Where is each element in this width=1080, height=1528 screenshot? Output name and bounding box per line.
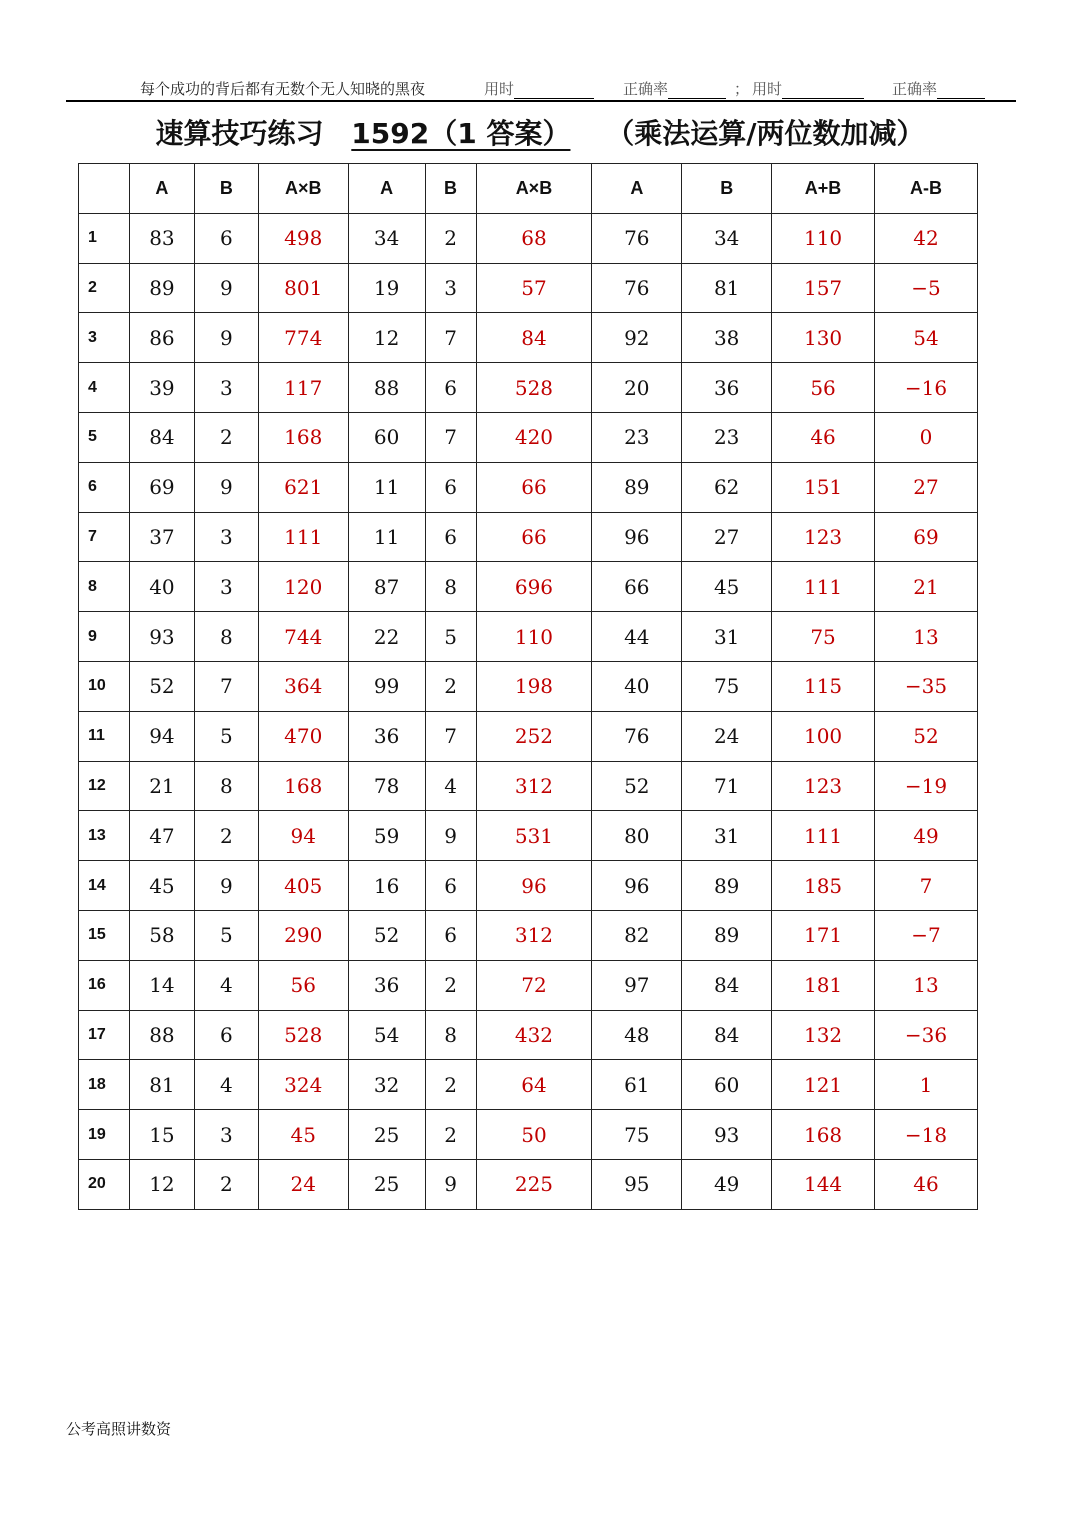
answer-cell: 111	[258, 512, 348, 562]
operand-cell: 37	[129, 512, 194, 562]
operand-cell: 47	[129, 811, 194, 861]
answer-cell: 168	[258, 761, 348, 811]
operand-cell: 52	[129, 661, 194, 711]
row-number: 11	[79, 711, 130, 761]
accuracy-label-2: 正确率	[892, 80, 938, 98]
answer-cell: 45	[258, 1110, 348, 1160]
answer-cell: 198	[476, 661, 592, 711]
operand-cell: 34	[348, 213, 425, 263]
column-header: A	[129, 164, 194, 214]
operand-cell: 36	[348, 711, 425, 761]
answer-cell: 66	[476, 512, 592, 562]
answer-cell: −5	[875, 263, 978, 313]
operand-cell: 71	[682, 761, 772, 811]
table-row	[79, 213, 978, 263]
operand-cell: 93	[682, 1110, 772, 1160]
answer-cell: 774	[258, 313, 348, 363]
answer-cell: 49	[875, 811, 978, 861]
answer-cell: −7	[875, 910, 978, 960]
answer-cell: 157	[772, 263, 875, 313]
operand-cell: 78	[348, 761, 425, 811]
operand-cell: 2	[194, 1159, 258, 1209]
column-header: A-B	[875, 164, 978, 214]
operand-cell: 94	[129, 711, 194, 761]
answer-cell: 13	[875, 612, 978, 662]
answer-cell: 151	[772, 462, 875, 512]
operand-cell: 49	[682, 1159, 772, 1209]
operand-cell: 84	[129, 412, 194, 462]
row-number: 14	[79, 861, 130, 911]
answer-cell: 168	[772, 1110, 875, 1160]
operand-cell: 99	[348, 661, 425, 711]
answer-cell: 96	[476, 861, 592, 911]
operand-cell: 8	[194, 612, 258, 662]
operand-cell: 95	[592, 1159, 682, 1209]
row-number: 5	[79, 412, 130, 462]
answer-cell: 324	[258, 1060, 348, 1110]
operand-cell: 76	[592, 263, 682, 313]
operand-cell: 83	[129, 213, 194, 263]
answer-cell: 531	[476, 811, 592, 861]
operand-cell: 9	[194, 263, 258, 313]
time-label-1: 用时	[484, 80, 515, 98]
answer-cell: 66	[476, 462, 592, 512]
row-number: 8	[79, 562, 130, 612]
answer-cell: 420	[476, 412, 592, 462]
operand-cell: 97	[592, 960, 682, 1010]
page-header	[66, 74, 1016, 102]
answer-cell: 110	[476, 612, 592, 662]
operand-cell: 9	[425, 811, 476, 861]
column-header: A	[348, 164, 425, 214]
answer-cell: 0	[875, 412, 978, 462]
operand-cell: 4	[194, 960, 258, 1010]
answer-cell: 498	[258, 213, 348, 263]
operand-cell: 5	[194, 711, 258, 761]
answer-cell: 528	[258, 1010, 348, 1060]
operand-cell: 89	[129, 263, 194, 313]
operand-cell: 84	[682, 1010, 772, 1060]
operand-cell: 76	[592, 711, 682, 761]
operand-cell: 21	[129, 761, 194, 811]
operand-cell: 15	[129, 1110, 194, 1160]
answer-cell: 72	[476, 960, 592, 1010]
operand-cell: 7	[425, 711, 476, 761]
table-row	[79, 512, 978, 562]
row-number: 13	[79, 811, 130, 861]
operand-cell: 6	[194, 213, 258, 263]
column-header	[79, 164, 130, 214]
table-row	[79, 960, 978, 1010]
answer-cell: 7	[875, 861, 978, 911]
operand-cell: 31	[682, 612, 772, 662]
time-blank-2[interactable]	[782, 84, 864, 99]
row-number: 19	[79, 1110, 130, 1160]
answer-cell: 168	[258, 412, 348, 462]
operand-cell: 11	[348, 462, 425, 512]
answer-cell: 120	[258, 562, 348, 612]
answer-cell: 94	[258, 811, 348, 861]
operand-cell: 60	[348, 412, 425, 462]
answer-cell: 123	[772, 512, 875, 562]
operand-cell: 12	[129, 1159, 194, 1209]
time-field-2	[752, 78, 864, 99]
operand-cell: 5	[194, 910, 258, 960]
operand-cell: 32	[348, 1060, 425, 1110]
operand-cell: 84	[682, 960, 772, 1010]
operand-cell: 44	[592, 612, 682, 662]
time-label-2: 用时	[752, 80, 783, 98]
operand-cell: 2	[425, 661, 476, 711]
operand-cell: 14	[129, 960, 194, 1010]
time-blank-1[interactable]	[514, 84, 594, 99]
answer-cell: 21	[875, 562, 978, 612]
table-row	[79, 811, 978, 861]
operand-cell: 34	[682, 213, 772, 263]
row-number: 15	[79, 910, 130, 960]
answer-cell: 123	[772, 761, 875, 811]
table-row	[79, 661, 978, 711]
column-header: A×B	[258, 164, 348, 214]
operand-cell: 6	[425, 462, 476, 512]
title-prefix: 速算技巧练习	[155, 117, 324, 150]
separator: ；	[734, 80, 750, 98]
operand-cell: 81	[682, 263, 772, 313]
answer-cell: 744	[258, 612, 348, 662]
title-code: 1592（1 答案）	[351, 117, 571, 150]
operand-cell: 66	[592, 562, 682, 612]
answer-cell: 46	[772, 412, 875, 462]
row-number: 20	[79, 1159, 130, 1209]
answer-cell: 68	[476, 213, 592, 263]
operand-cell: 2	[194, 811, 258, 861]
accuracy-label-1: 正确率	[623, 80, 669, 98]
operand-cell: 75	[592, 1110, 682, 1160]
accuracy-field-2	[892, 78, 985, 99]
operand-cell: 76	[592, 213, 682, 263]
table-row	[79, 1110, 978, 1160]
row-number: 1	[79, 213, 130, 263]
answer-cell: 252	[476, 711, 592, 761]
answer-cell: 84	[476, 313, 592, 363]
row-number: 17	[79, 1010, 130, 1060]
answer-cell: 432	[476, 1010, 592, 1060]
column-header: A×B	[476, 164, 592, 214]
operand-cell: 6	[425, 363, 476, 413]
operand-cell: 2	[425, 960, 476, 1010]
operand-cell: 6	[425, 910, 476, 960]
answer-cell: 130	[772, 313, 875, 363]
answer-cell: 52	[875, 711, 978, 761]
operand-cell: 9	[194, 462, 258, 512]
operand-cell: 25	[348, 1159, 425, 1209]
answer-cell: −36	[875, 1010, 978, 1060]
operand-cell: 4	[194, 1060, 258, 1110]
operand-cell: 59	[348, 811, 425, 861]
answer-cell: 132	[772, 1010, 875, 1060]
answer-cell: 56	[258, 960, 348, 1010]
operand-cell: 48	[592, 1010, 682, 1060]
operand-cell: 89	[682, 910, 772, 960]
answer-cell: −16	[875, 363, 978, 413]
answer-cell: 171	[772, 910, 875, 960]
answer-cell: 801	[258, 263, 348, 313]
answer-cell: 290	[258, 910, 348, 960]
accuracy-blank-1[interactable]	[668, 84, 726, 99]
page-title	[0, 112, 1080, 152]
operand-cell: 87	[348, 562, 425, 612]
answer-cell: 528	[476, 363, 592, 413]
answer-cell: 50	[476, 1110, 592, 1160]
footer-text: 公考高照讲数资	[66, 1420, 172, 1438]
accuracy-blank-2[interactable]	[937, 84, 985, 99]
operand-cell: 81	[129, 1060, 194, 1110]
answer-cell: 364	[258, 661, 348, 711]
operand-cell: 93	[129, 612, 194, 662]
answer-cell: 27	[875, 462, 978, 512]
operand-cell: 75	[682, 661, 772, 711]
operand-cell: 7	[425, 412, 476, 462]
answer-cell: 115	[772, 661, 875, 711]
answer-cell: 69	[875, 512, 978, 562]
time-field-1	[484, 78, 594, 99]
answer-cell: 181	[772, 960, 875, 1010]
operand-cell: 2	[194, 412, 258, 462]
operand-cell: 3	[194, 1110, 258, 1160]
row-number: 12	[79, 761, 130, 811]
table-row	[79, 711, 978, 761]
operand-cell: 2	[425, 1060, 476, 1110]
operand-cell: 7	[425, 313, 476, 363]
column-header: A+B	[772, 164, 875, 214]
operand-cell: 96	[592, 861, 682, 911]
operand-cell: 23	[682, 412, 772, 462]
operand-cell: 88	[348, 363, 425, 413]
operand-cell: 36	[682, 363, 772, 413]
operand-cell: 8	[425, 562, 476, 612]
answer-cell: 621	[258, 462, 348, 512]
operand-cell: 3	[194, 562, 258, 612]
operand-cell: 6	[425, 861, 476, 911]
operand-cell: 52	[592, 761, 682, 811]
table-body	[79, 213, 978, 1209]
answer-cell: 110	[772, 213, 875, 263]
operand-cell: 80	[592, 811, 682, 861]
operand-cell: 7	[194, 661, 258, 711]
operand-cell: 6	[425, 512, 476, 562]
operand-cell: 12	[348, 313, 425, 363]
answer-cell: 117	[258, 363, 348, 413]
answer-cell: 100	[772, 711, 875, 761]
operand-cell: 16	[348, 861, 425, 911]
operand-cell: 11	[348, 512, 425, 562]
operand-cell: 61	[592, 1060, 682, 1110]
operand-cell: 5	[425, 612, 476, 662]
answer-cell: 696	[476, 562, 592, 612]
table-row	[79, 412, 978, 462]
operand-cell: 3	[425, 263, 476, 313]
row-number: 6	[79, 462, 130, 512]
operand-cell: 6	[194, 1010, 258, 1060]
operand-cell: 8	[425, 1010, 476, 1060]
row-number: 18	[79, 1060, 130, 1110]
table-row	[79, 363, 978, 413]
operand-cell: 2	[425, 1110, 476, 1160]
operand-cell: 3	[194, 512, 258, 562]
operand-cell: 45	[129, 861, 194, 911]
answer-cell: 54	[875, 313, 978, 363]
operand-cell: 60	[682, 1060, 772, 1110]
column-header: A	[592, 164, 682, 214]
table-row	[79, 910, 978, 960]
answer-cell: 46	[875, 1159, 978, 1209]
answer-cell: 225	[476, 1159, 592, 1209]
operand-cell: 92	[592, 313, 682, 363]
operand-cell: 3	[194, 363, 258, 413]
operand-cell: 86	[129, 313, 194, 363]
answer-cell: 312	[476, 761, 592, 811]
answer-cell: 56	[772, 363, 875, 413]
table-row	[79, 1060, 978, 1110]
motto: 每个成功的背后都有无数个无人知晓的黑夜	[140, 80, 426, 98]
operand-cell: 24	[682, 711, 772, 761]
operand-cell: 4	[425, 761, 476, 811]
row-number: 2	[79, 263, 130, 313]
table-row	[79, 462, 978, 512]
operand-cell: 45	[682, 562, 772, 612]
table-row	[79, 263, 978, 313]
table-row	[79, 1159, 978, 1209]
row-number: 10	[79, 661, 130, 711]
operand-cell: 9	[194, 861, 258, 911]
answer-cell: 185	[772, 861, 875, 911]
operand-cell: 69	[129, 462, 194, 512]
answer-cell: 405	[258, 861, 348, 911]
operand-cell: 39	[129, 363, 194, 413]
operand-cell: 9	[425, 1159, 476, 1209]
row-number: 9	[79, 612, 130, 662]
operand-cell: 20	[592, 363, 682, 413]
answer-cell: 42	[875, 213, 978, 263]
operand-cell: 40	[592, 661, 682, 711]
operand-cell: 82	[592, 910, 682, 960]
answer-cell: 312	[476, 910, 592, 960]
accuracy-field-1	[623, 78, 726, 99]
answer-cell: −19	[875, 761, 978, 811]
table-row	[79, 562, 978, 612]
operand-cell: 36	[348, 960, 425, 1010]
row-number: 4	[79, 363, 130, 413]
operand-cell: 62	[682, 462, 772, 512]
operand-cell: 96	[592, 512, 682, 562]
answer-cell: 75	[772, 612, 875, 662]
operand-cell: 58	[129, 910, 194, 960]
row-number: 3	[79, 313, 130, 363]
answer-cell: 24	[258, 1159, 348, 1209]
table-row	[79, 313, 978, 363]
column-header: B	[194, 164, 258, 214]
answer-cell: −18	[875, 1110, 978, 1160]
operand-cell: 27	[682, 512, 772, 562]
answer-cell: 1	[875, 1060, 978, 1110]
operand-cell: 38	[682, 313, 772, 363]
answer-cell: 111	[772, 811, 875, 861]
row-number: 7	[79, 512, 130, 562]
operand-cell: 89	[592, 462, 682, 512]
table-row	[79, 612, 978, 662]
table-row	[79, 861, 978, 911]
answer-cell: 64	[476, 1060, 592, 1110]
answer-cell: 13	[875, 960, 978, 1010]
operand-cell: 89	[682, 861, 772, 911]
table-row	[79, 1010, 978, 1060]
operand-cell: 8	[194, 761, 258, 811]
operand-cell: 88	[129, 1010, 194, 1060]
column-header: B	[425, 164, 476, 214]
operand-cell: 23	[592, 412, 682, 462]
answer-cell: 144	[772, 1159, 875, 1209]
column-header: B	[682, 164, 772, 214]
operand-cell: 22	[348, 612, 425, 662]
answer-cell: −35	[875, 661, 978, 711]
row-number: 16	[79, 960, 130, 1010]
operand-cell: 52	[348, 910, 425, 960]
answer-cell: 57	[476, 263, 592, 313]
operand-cell: 54	[348, 1010, 425, 1060]
answer-cell: 111	[772, 562, 875, 612]
operand-cell: 9	[194, 313, 258, 363]
operand-cell: 2	[425, 213, 476, 263]
operand-cell: 19	[348, 263, 425, 313]
table-header-row	[79, 164, 978, 214]
answer-cell: 470	[258, 711, 348, 761]
operand-cell: 31	[682, 811, 772, 861]
answer-cell: 121	[772, 1060, 875, 1110]
practice-table	[78, 163, 978, 1210]
table-row	[79, 761, 978, 811]
operand-cell: 40	[129, 562, 194, 612]
operand-cell: 25	[348, 1110, 425, 1160]
title-suffix: （乘法运算/两位数加减）	[606, 117, 925, 150]
